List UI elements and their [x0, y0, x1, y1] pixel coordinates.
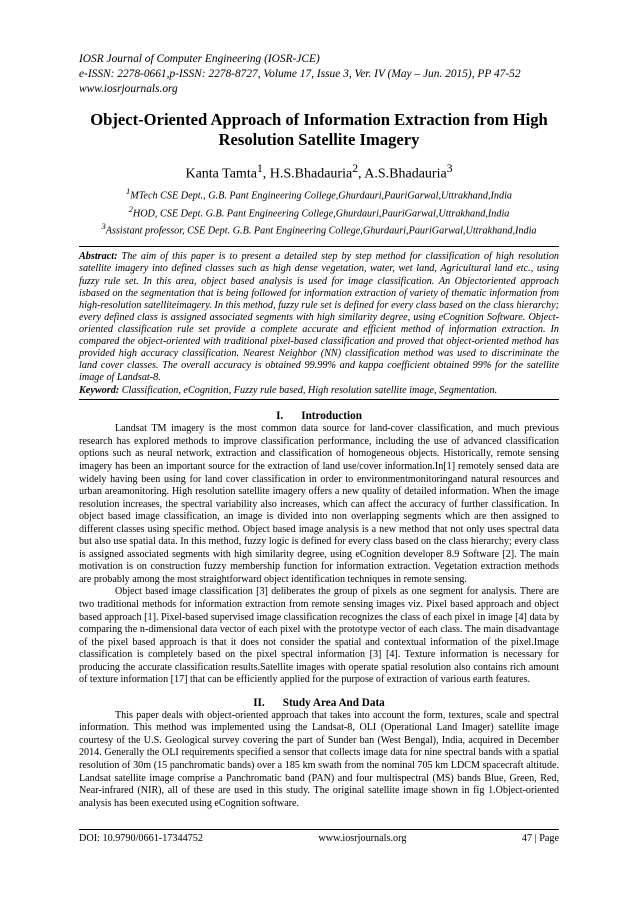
keywords-label: Keyword: — [79, 385, 120, 397]
footer-website: www.iosrjournals.org — [318, 833, 407, 844]
paper-title — [79, 110, 559, 150]
affiliation — [79, 185, 559, 203]
paper-title-line2: Resolution Satellite Imagery — [218, 130, 420, 149]
abstract-text: The aim of this paper is to present a detailed step by step method for classification of high resolution satellite imagery into defined classes such as high dense vegetation, water, wet land, Agricultural land etc., using fuzzy rule set. In this area, object based analysis is used for image classification. An Objectoriented approach isbased on the segmentation that is being followed for information extraction of variety of thematic information from high-resolution satelliteimagery. In this method, fuzzy rule set is defined for every class based on the class hierarchy; every defined class is assigned associated segments with high similarity degree, using eCognition Software. Object-oriented classification rule set provide a complete accurate and efficient method of information extraction. In compared the object-oriented with traditional pixel-based classification and proved that object-oriented method has provided high accuracy classification. Nearest Neighbor (NN) classification method was used to discriminate the land cover classes. The overall accuracy is obtained 99.99% and kappa coefficient obtained 99% for the satellite image of Landsat-8. — [79, 251, 560, 384]
journal-website: www.iosrjournals.org — [79, 83, 178, 95]
affiliation-text: HOD, CSE Dept. G.B. Pant Engineering College,Ghurdauri,PauriGarwal,Uttrakhand,India — [132, 207, 510, 219]
section-heading — [79, 409, 559, 423]
body-paragraph: This paper deals with object-oriented approach that takes into account the form, textures, scale and spectral information. This method was implemented using the Landsat-8, OLI (Operational Land Imager) satellite image courtesy of the U.S. Geological survey covering the part of Sunder ban (West Bengal), India, acquired in December 2014. Generally the OLI requirements specified a sensor that collects image data for nine spectral bands with a spatial resolution of 30m (15 panchromatic bands) over a 185 km swath from the nominal 705 km LDCM spacecraft altitude. Landsat satellite image comprise a Panchromatic band (PAN) and four multispectral (MS) bands Blue, Green, Red, Near-infrared (NIR), all of these are used in this study. The original satellite image shown in fig 1.Object-oriented analysis has been executed using eCognition software. — [79, 709, 559, 809]
abstract-bottom-rule — [79, 399, 559, 400]
section-title: Introduction — [301, 410, 362, 423]
affiliations — [79, 185, 559, 239]
author-name: Kanta Tamta — [185, 166, 257, 182]
body-paragraph: Landsat TM imagery is the most common data source for land-cover classification, and much previous research has explored methods to improve classification performance, including the use of advanced classification options such as neural network, extraction and classification of homogeneous objects. Historically, remote sensing imagery has been an important source for the extraction of land use/cover information.In[1] remotely sensed data are widely having been using for land cover classification in order to environmentmonitoringand natural resources and urban areamonitoring. High resolution satellite imagery offers a new quality of detailed information. When the image resolution increases, the spectral variability also increases, which can affect the accuracy of further classification. In object based image classification, an image is divided into non overlapping segments which are then assigned to different classes using specific method. Object based image analysis is a new method that not only uses spectral data but also use spatial data. In this method, fuzzy logic is defined for every class based on the class hierarchy; every class is assigned associated segments with high similarity degree, using eCognition developer 8.9 Software [2]. The main motivation is on construction fuzzy membership function for information extraction. Vegetation extraction methods are probably among the most straightforward object identification techniques in remote sensing. — [79, 423, 559, 585]
author-superscript: 1 — [256, 162, 263, 175]
affiliation-text: Assistant professor, CSE Dept. G.B. Pant Engineering College,Ghurdauri,PauriGarwal,Uttrakhand,India — [105, 225, 537, 237]
abstract-label: Abstract: — [79, 251, 118, 263]
keywords — [79, 384, 559, 397]
affiliation-text: MTech CSE Dept., G.B. Pant Engineering College,Ghurdauri,PauriGarwal,Uttrakhand,India — [130, 190, 513, 202]
affiliation-superscript: 2 — [128, 203, 133, 214]
affiliation — [79, 220, 559, 238]
author-name: A.S.Bhadauria — [364, 166, 447, 182]
section-title: Study Area And Data — [282, 696, 385, 709]
author-name: H.S.Bhadauria — [269, 166, 353, 182]
section-number: II. — [253, 696, 265, 709]
page-footer — [79, 832, 559, 845]
body-paragraph: Object based image classification [3] deliberates the group of pixels as one segment for analysis. There are two traditional methods for information extraction from remote sensing images viz. Pixel based approach and object based approach [1]. Pixel-based supervised image classification recognizes the class of each pixel in image [4] data by comparing the n-dimensional data vector of each pixel with the prototype vector of each class. The main disadvantage of the pixel based approach is that it does not consider the spatial and contextual information of the pixel.Image classification is completely based on the pixel spectral information [3] [4]. Texture information is necessary for producing the accurate classification results.Satellite images with operate spatial resolution also contains rich amount of texture information [17] that can be efficiently applied for the purpose of extraction of various earth features. — [79, 586, 559, 686]
author-list: Kanta Tamta$^1$, H.S.Bhadauria$^2$, A.S.Bhadauria$^3$ — [185, 162, 453, 182]
author-superscript: 2 — [352, 162, 359, 175]
footer-doi: DOI: 10.9790/0661-17344752 — [79, 833, 203, 844]
affiliation-superscript: 3 — [101, 221, 106, 232]
affiliation-superscript: 1 — [125, 185, 131, 196]
abstract — [79, 251, 559, 384]
section-number: I. — [276, 410, 284, 423]
journal-issn: e-ISSN: 2278-0661,p-ISSN: 2278-8727, Volume 17, Issue 3, Ver. IV (May – Jun. 2015), PP 47-52 — [79, 68, 521, 80]
keywords-text: Classification, eCognition, Fuzzy rule based, High resolution satellite image, Segmentation. — [121, 385, 498, 397]
affiliation — [79, 203, 559, 221]
section-heading — [79, 696, 559, 710]
author-superscript: 3 — [446, 162, 453, 175]
footer-page-number: 47 | Page — [521, 833, 559, 844]
abstract-top-rule — [79, 246, 559, 247]
journal-name: IOSR Journal of Computer Engineering (IOSR-JCE) — [79, 53, 320, 65]
paper-title-line1: Object-Oriented Approach of Information Extraction from High — [90, 110, 548, 129]
footer-rule — [79, 829, 559, 830]
